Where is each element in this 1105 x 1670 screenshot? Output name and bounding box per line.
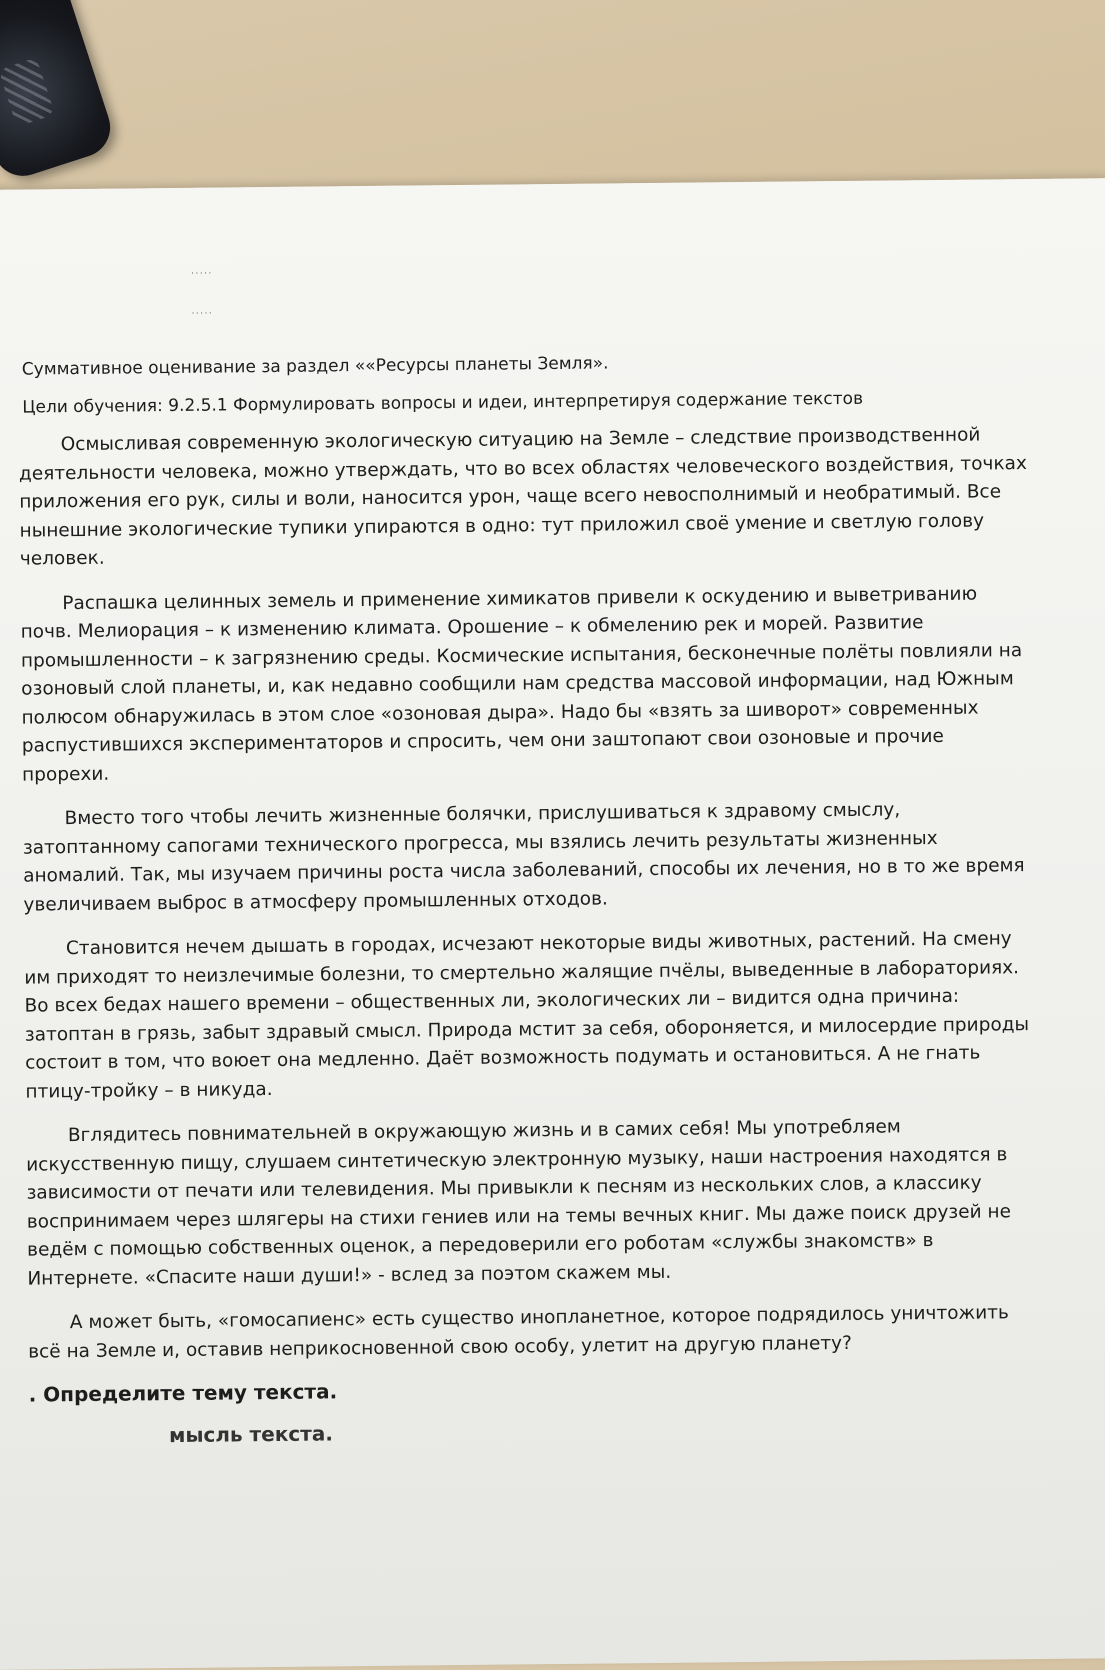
question-1: . Определите тему текста. — [28, 1379, 338, 1407]
paragraph-6: А может быть, «гомосапиенс» есть существо инопланетное, которое подрядилось уничтожить всё на Земле и, оставив неприкосновенной свою особу, улетит на другую планету? — [28, 1302, 1009, 1363]
paragraph-4: Становится нечем дышать в городах, исчезают некоторые виды животных, растений. На смену им приходят то неизлечимые болезни, то смертельно жалящие пчёлы, выведенные в лабораториях. Во всех бедах нашего времени – общественных ли, экологических ли – видится одна причина: затоптан в грязь, забыт здравый смысл. Природа мстит за себя, обороняется, и милосердие природы состоит в том, что воюет она медленно. Даёт возможность подумать и остановиться. А не гнать птицу-тройку – в никуда. — [24, 928, 1030, 1103]
scribble-marks: ····· ····· — [190, 267, 214, 319]
paragraph-5: Вглядитесь повнимательней в окружающую жизнь и в самих себя! Мы употребляем искусственную пищу, слушаем синтетическую электронную музыку, наши настроения находятся в зависимости от печати или телевидения. Мы привыкли к песням из нескольких слов, а классику воспринимаем через шлягеры на стихи гениев или на темы вечных книг. Мы даже поиск друзей не ведём с помощью собственных оценок, а передоверили его роботам «службы знакомств» в Интернете. «Спасите наши души!» - вслед за поэтом скажем мы. — [26, 1116, 1012, 1290]
learning-goals: Цели обучения: 9.2.5.1 Формулировать вопросы и идеи, интерпретируя содержание текстов — [22, 388, 864, 418]
paragraph-2: Распашка целинных земель и применение химикатов привели к оскудению и выветриванию почв. Мелиорация – к изменению климата. Орошение – к обмелению рек и морей. Развитие промышленности – к загрязнению среды. Космические испытания, бесконечные полёты повлияли на озоновый слой планеты, и, как недавно сообщили нам средства массовой информации, над Южным полюсом обнаружилась в этом слое «озоновая дыра». Надо бы «взять за шиворот» современных распустившихся экспериментаторов и спросить, чем они заштопают свои озоновые и прочие прорехи. — [20, 583, 1023, 786]
desk-object — [0, 0, 118, 184]
paragraph-3: Вместо того чтобы лечить жизненные болячки, прислушиваться к здравому смыслу, затоптанному сапогами технического прогресса, мы взялись лечить результаты жизненных аномалий. Так, мы изучаем причины роста числа заболеваний, способы их лечения, но в то же время увеличиваем выброс в атмосферу промышленных отходов. — [22, 799, 1025, 916]
assessment-header: Суммативное оценивание за раздел ««Ресурсы планеты Земля». — [21, 353, 609, 380]
document-content — [17, 249, 1040, 1467]
paper-sheet — [0, 178, 1105, 1670]
question-2: мысль текста. — [168, 1421, 333, 1448]
paragraph-1: Осмысливая современную экологическую ситуацию на Земле – следствие производственной деятельности человека, можно утверждать, что во всех областях человеческого воздействия, точках приложения его рук, силы и воли, наносится урон, чаще всего невосполнимый и необратимый. Все нынешние экологические тупики упираются в одно: тут приложил своё умение и светлую голову человек. — [18, 424, 1027, 570]
